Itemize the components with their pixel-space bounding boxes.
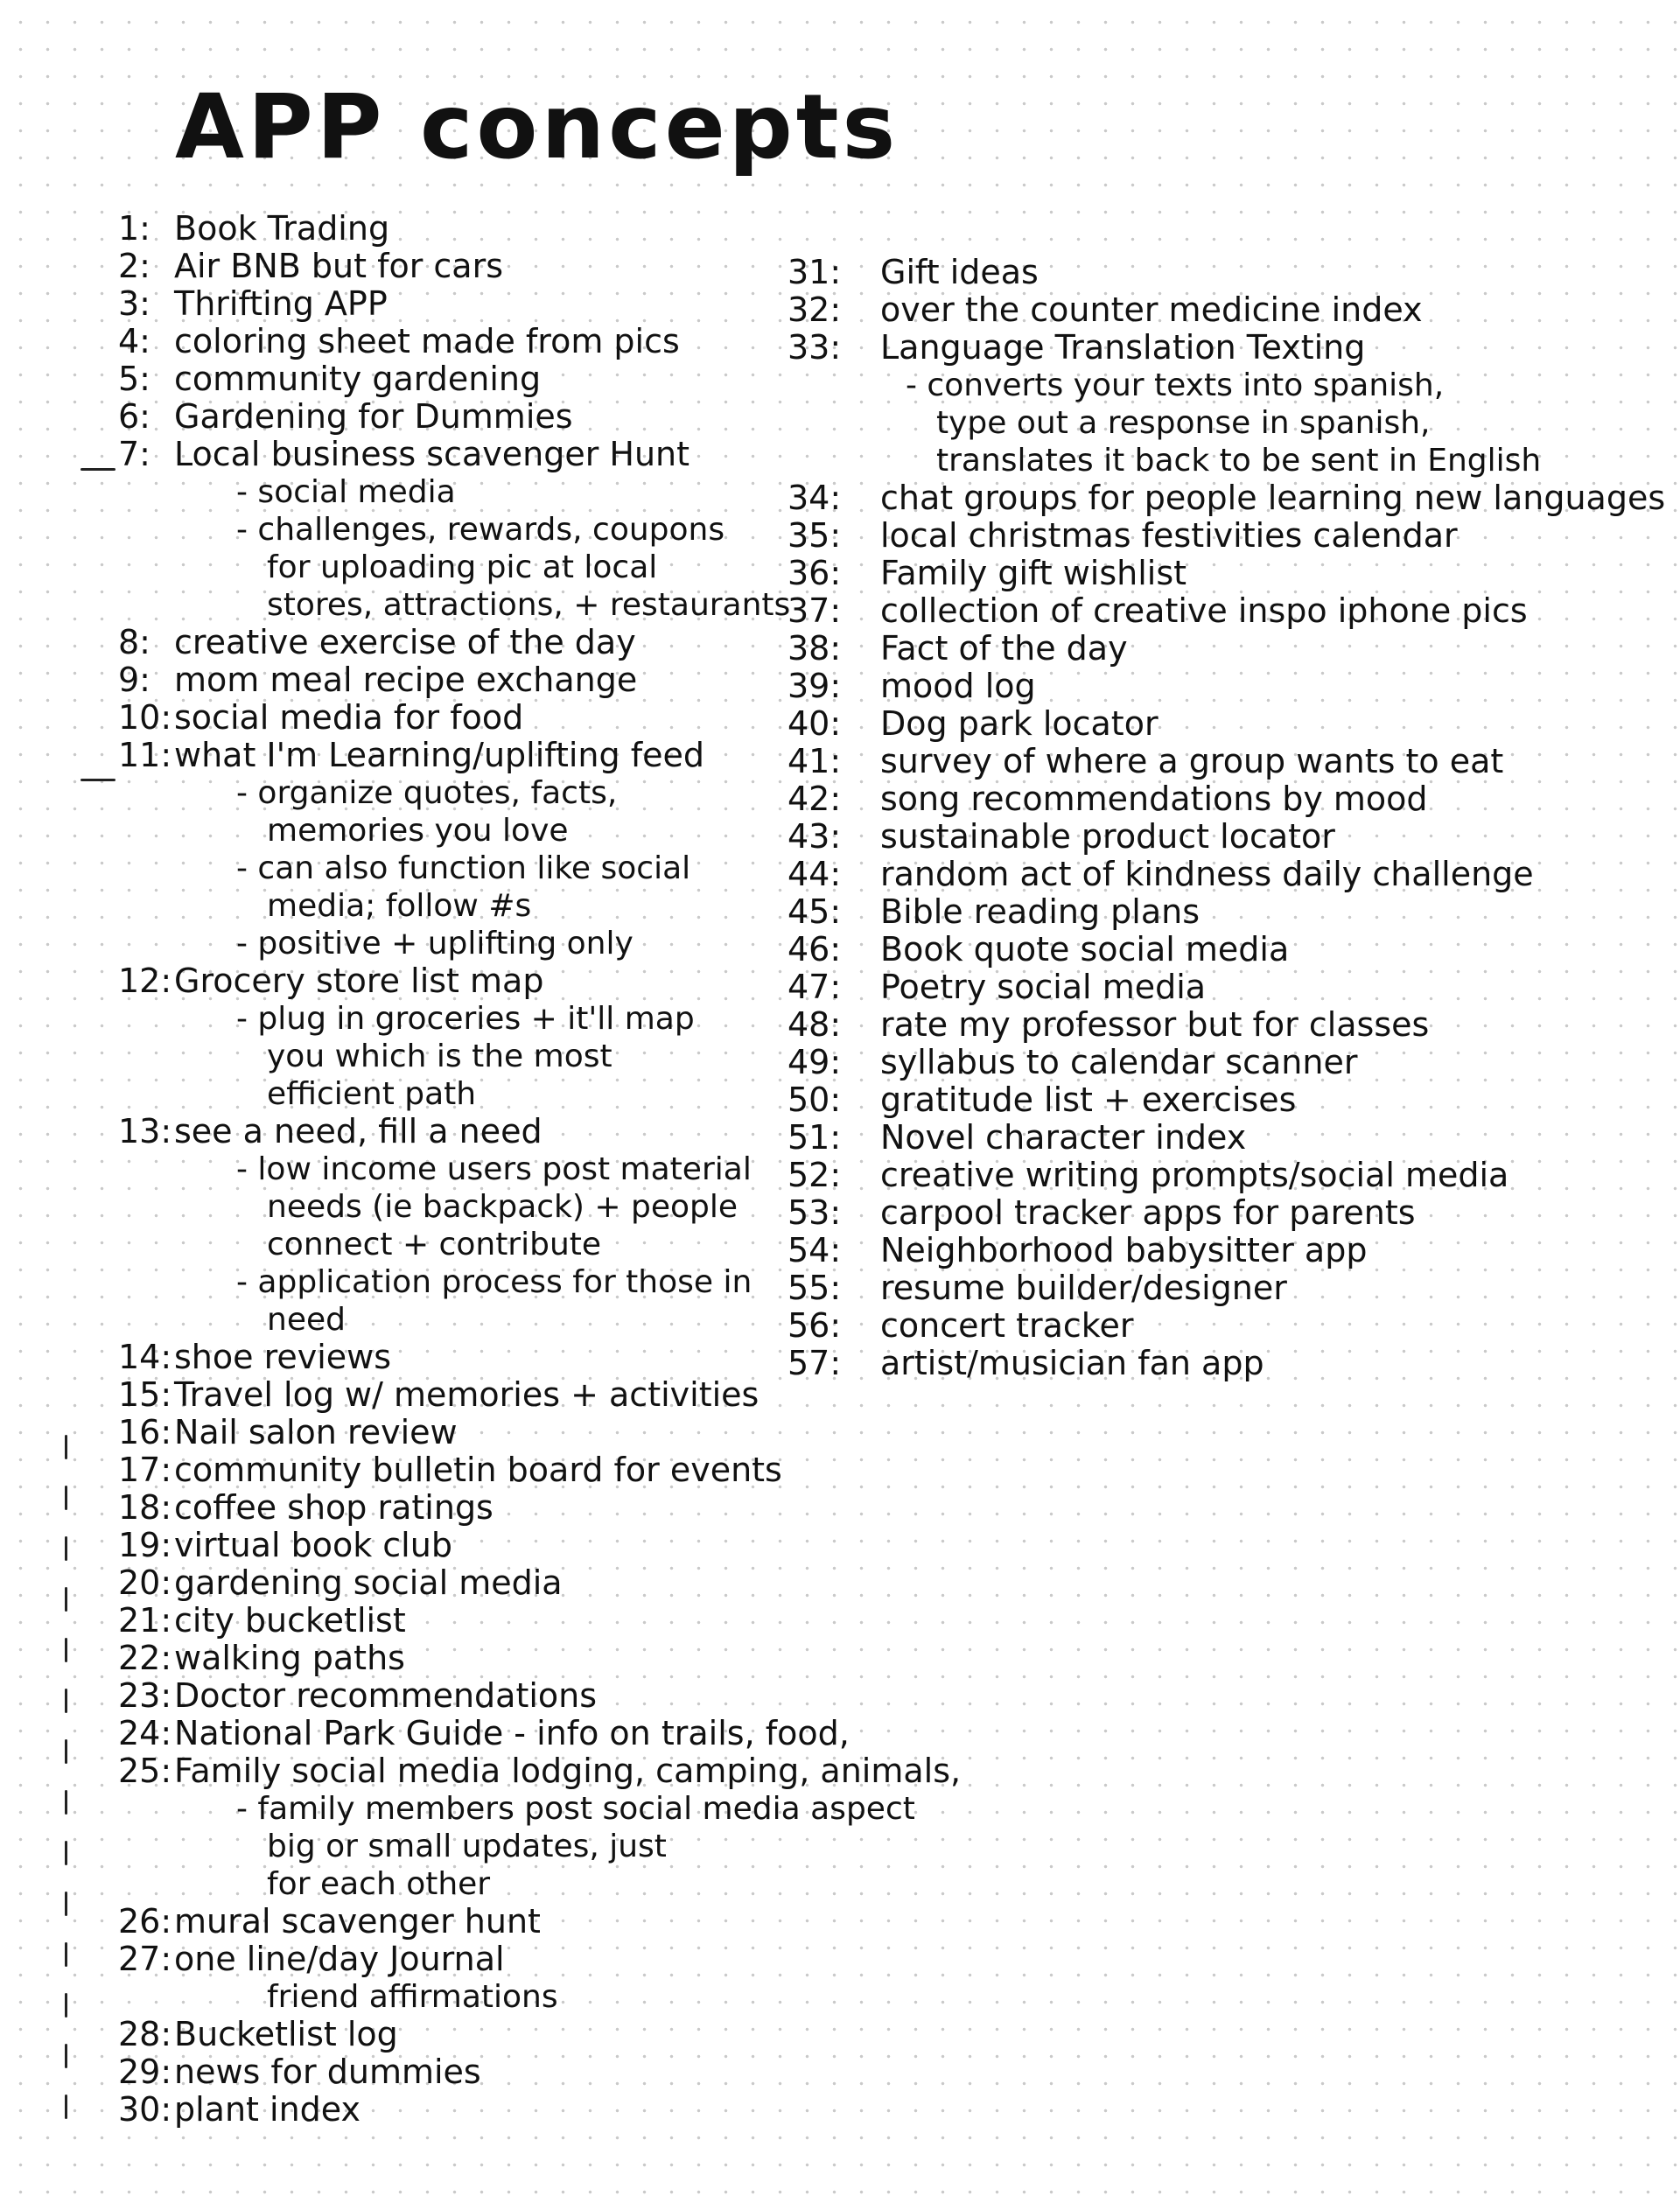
concept-note: [118, 850, 836, 887]
concept-item: [118, 1376, 836, 1414]
concept-note: [118, 473, 836, 511]
item-number: 57:: [788, 1344, 842, 1382]
item-number: 46:: [788, 930, 842, 969]
concept-item: [788, 668, 1662, 705]
concept-note: [118, 925, 836, 962]
concept-note: [118, 1978, 836, 2016]
concept-item: [788, 1081, 1662, 1119]
item-text: coloring sheet made from pics: [174, 322, 680, 360]
item-text: syllabus to calendar scanner: [880, 1043, 1358, 1081]
item-number: 27:: [118, 1940, 172, 1978]
item-text: efficient path: [267, 1076, 477, 1112]
item-text: - family members post social media aspect: [236, 1791, 915, 1827]
item-text: type out a response in spanish,: [936, 405, 1431, 441]
item-text: Poetry social media: [880, 968, 1207, 1006]
item-number: 9:: [118, 661, 150, 699]
item-number: 44:: [788, 855, 842, 893]
item-text: Neighborhood babysitter app: [880, 1231, 1368, 1269]
item-text: mom meal recipe exchange: [174, 661, 638, 699]
item-number: 18:: [118, 1488, 172, 1527]
item-text: city bucketlist: [174, 1601, 406, 1640]
item-text: Local business scavenger Hunt: [174, 435, 690, 473]
item-number: 17:: [118, 1451, 172, 1489]
item-text: Thrifting APP: [174, 284, 388, 323]
item-number: 42:: [788, 780, 842, 818]
item-number: 30:: [118, 2090, 172, 2129]
item-number: 34:: [788, 479, 842, 517]
concept-item: [788, 1307, 1662, 1345]
item-text: - challenges, rewards, coupons: [236, 512, 725, 548]
margin-dash-mark: [80, 779, 116, 781]
item-text: Gardening for Dummies: [174, 397, 573, 436]
item-number: 51:: [788, 1118, 842, 1157]
concept-item: [118, 285, 836, 323]
item-text: Family social media lodging, camping, animals,: [174, 1752, 962, 1790]
concept-item: [788, 1269, 1662, 1307]
item-number: 16:: [118, 1413, 172, 1451]
concept-item: [118, 1451, 836, 1489]
item-text: coffee shop ratings: [174, 1488, 494, 1527]
item-text: creative writing prompts/social media: [880, 1156, 1509, 1194]
concept-item: [788, 592, 1662, 630]
item-number: 38:: [788, 629, 842, 668]
item-text: for uploading pic at local: [267, 549, 658, 585]
item-text: - converts your texts into spanish,: [906, 367, 1445, 403]
item-number: 10:: [118, 698, 172, 737]
item-number: 20:: [118, 1563, 172, 1602]
item-number: 13:: [118, 1112, 172, 1150]
item-text: needs (ie backpack) + people: [267, 1189, 738, 1225]
item-text: - can also function like social: [236, 850, 691, 886]
item-number: 45:: [788, 892, 842, 931]
item-text: - application process for those in: [236, 1264, 752, 1300]
item-text: Family gift wishlist: [880, 554, 1187, 592]
concept-item: [118, 1113, 836, 1150]
item-number: 8:: [118, 623, 150, 661]
concept-item: [788, 780, 1662, 818]
concept-item: [788, 630, 1662, 668]
concept-note: [118, 511, 836, 549]
item-text: for each other: [267, 1866, 491, 1902]
item-number: 53:: [788, 1193, 842, 1232]
right-concept-list: [788, 253, 1666, 1382]
item-number: 52:: [788, 1156, 842, 1194]
item-text: media; follow #s: [267, 888, 532, 924]
margin-mark: [65, 1638, 67, 1662]
concept-note: [118, 1038, 836, 1075]
item-number: 49:: [788, 1043, 842, 1081]
concept-item: [788, 743, 1662, 780]
item-text: - low income users post material: [236, 1151, 752, 1187]
item-number: 33:: [788, 328, 842, 367]
item-number: 2:: [118, 247, 150, 285]
concept-item: [788, 856, 1662, 893]
concept-item: [788, 479, 1666, 517]
concept-item: [118, 210, 836, 248]
concept-item: [118, 398, 836, 436]
item-text: plant index: [174, 2090, 360, 2129]
item-text: sustainable product locator: [880, 817, 1335, 856]
concept-item: [788, 517, 1662, 555]
item-number: 25:: [118, 1752, 172, 1790]
concept-item: [118, 360, 836, 398]
item-text: Book quote social media: [880, 930, 1290, 969]
concept-item: [118, 1527, 836, 1564]
item-text: chat groups for people learning new languages: [880, 479, 1666, 517]
concept-item: [118, 1640, 836, 1677]
item-number: 24:: [118, 1714, 172, 1752]
concept-item: [788, 555, 1662, 592]
concept-item: [788, 818, 1662, 856]
concept-item: [118, 1677, 836, 1715]
concept-note: [118, 1150, 836, 1188]
concept-note: [118, 1790, 915, 1828]
item-number: 21:: [118, 1601, 172, 1640]
item-text: connect + contribute: [267, 1227, 602, 1262]
item-text: community gardening: [174, 360, 542, 398]
item-text: social media for food: [174, 698, 524, 737]
item-number: 3:: [118, 284, 150, 323]
item-text: big or small updates, just: [267, 1829, 667, 1864]
item-text: Air BNB but for cars: [174, 247, 504, 285]
concept-item: [118, 436, 836, 473]
item-text: Doctor recommendations: [174, 1676, 598, 1715]
item-text: Travel log w/ memories + activities: [174, 1375, 760, 1414]
item-text: creative exercise of the day: [174, 623, 636, 661]
item-text: Bible reading plans: [880, 892, 1200, 931]
item-number: 56:: [788, 1306, 842, 1345]
margin-dash-mark: [80, 468, 116, 471]
concept-item: [788, 1006, 1662, 1044]
item-text: memories you love: [267, 813, 569, 849]
margin-mark: [65, 1841, 67, 1865]
concept-item: [788, 291, 1662, 329]
concept-item: [788, 893, 1662, 931]
item-text: stores, attractions, + restaurants: [267, 587, 791, 623]
item-text: song recommendations by mood: [880, 780, 1428, 818]
item-number: 40:: [788, 704, 842, 743]
margin-mark: [65, 1790, 67, 1815]
concept-item: [118, 1414, 836, 1451]
item-number: 12:: [118, 962, 172, 1000]
item-text: resume builder/designer: [880, 1269, 1287, 1307]
item-text: news for dummies: [174, 2053, 481, 2091]
item-text: walking paths: [174, 1639, 405, 1677]
item-text: gratitude list + exercises: [880, 1081, 1297, 1119]
concept-item: [118, 1602, 836, 1640]
concept-item: [118, 1752, 962, 1790]
item-text: Novel character index: [880, 1118, 1247, 1157]
concept-item: [788, 1345, 1662, 1382]
concept-note: [118, 887, 836, 925]
margin-mark: [65, 1993, 67, 2018]
concept-note: [118, 1301, 836, 1339]
concept-note: [788, 442, 1662, 479]
item-number: 43:: [788, 817, 842, 856]
margin-mark: [65, 1689, 67, 1713]
concept-item: [118, 737, 836, 774]
item-text: translates it back to be sent in English: [936, 443, 1542, 479]
item-text: Grocery store list map: [174, 962, 544, 1000]
item-text: Fact of the day: [880, 629, 1128, 668]
item-number: 54:: [788, 1231, 842, 1269]
item-number: 19:: [118, 1526, 172, 1564]
item-text: carpool tracker apps for parents: [880, 1193, 1416, 1232]
item-text: mood log: [880, 667, 1036, 705]
concept-note: [118, 774, 836, 812]
concept-item: [788, 931, 1662, 969]
item-number: 26:: [118, 1902, 172, 1941]
item-text: artist/musician fan app: [880, 1344, 1264, 1382]
concept-note: [118, 812, 836, 850]
concept-note: [788, 404, 1662, 442]
margin-mark: [65, 1892, 67, 1916]
concept-item: [118, 2091, 836, 2129]
item-number: 29:: [118, 2053, 172, 2091]
concept-item: [788, 1194, 1662, 1232]
margin-mark: [65, 2044, 67, 2068]
item-number: 4:: [118, 322, 150, 360]
margin-mark: [65, 1942, 67, 1967]
item-text: what I'm Learning/uplifting feed: [174, 736, 704, 774]
concept-note: [118, 586, 836, 624]
item-number: 11:: [118, 736, 172, 774]
concept-note: [118, 1075, 836, 1113]
concept-item: [118, 1941, 836, 1978]
item-text: gardening social media: [174, 1563, 563, 1602]
concept-item: [118, 1339, 836, 1376]
item-text: Dog park locator: [880, 704, 1158, 743]
item-number: 36:: [788, 554, 842, 592]
item-number: 37:: [788, 591, 842, 630]
item-text: Nail salon review: [174, 1413, 458, 1451]
item-number: 23:: [118, 1676, 172, 1715]
margin-mark: [65, 1536, 67, 1561]
item-text: collection of creative inspo iphone pics: [880, 591, 1528, 630]
item-text: - organize quotes, facts,: [236, 775, 618, 811]
item-text: Book Trading: [174, 209, 390, 248]
item-text: over the counter medicine index: [880, 290, 1423, 329]
item-text: - positive + uplifting only: [236, 926, 634, 962]
item-text: friend affirmations: [267, 1979, 558, 2015]
concept-note: [118, 1828, 836, 1865]
concept-item: [788, 1119, 1662, 1157]
item-number: 22:: [118, 1639, 172, 1677]
concept-note: [118, 1188, 836, 1226]
item-text: rate my professor but for classes: [880, 1005, 1430, 1044]
item-text: one line/day Journal: [174, 1940, 505, 1978]
concept-note: [118, 1865, 836, 1903]
item-text: need: [267, 1302, 346, 1338]
item-text: community bulletin board for events: [174, 1451, 782, 1489]
page-title: APP concepts: [175, 75, 900, 179]
concept-item: [118, 248, 836, 285]
item-number: 6:: [118, 397, 150, 436]
item-number: 28:: [118, 2015, 172, 2053]
margin-tally-marks: [65, 1435, 68, 2145]
margin-mark: [65, 1739, 67, 1764]
concept-item: [788, 1157, 1662, 1194]
concept-note: [118, 549, 836, 586]
margin-mark: [65, 1435, 67, 1459]
item-number: 31:: [788, 253, 842, 291]
item-number: 50:: [788, 1081, 842, 1119]
margin-mark: [65, 1587, 67, 1612]
margin-mark: [65, 1486, 67, 1510]
concept-item: [118, 962, 836, 1000]
item-text: local christmas festivities calendar: [880, 516, 1458, 555]
item-number: 39:: [788, 667, 842, 705]
item-number: 47:: [788, 968, 842, 1006]
item-text: - plug in groceries + it'll map: [236, 1001, 695, 1037]
item-text: - social media: [236, 474, 456, 510]
concept-item: [118, 624, 836, 661]
item-text: Bucketlist log: [174, 2015, 398, 2053]
item-text: Language Translation Texting: [880, 328, 1366, 367]
item-text: see a need, fill a need: [174, 1112, 542, 1150]
margin-mark: [65, 2095, 67, 2119]
concept-item: [118, 323, 836, 360]
item-number: 35:: [788, 516, 842, 555]
item-text: survey of where a group wants to eat: [880, 742, 1504, 780]
concept-item: [118, 661, 836, 699]
item-number: 32:: [788, 290, 842, 329]
concept-note: [118, 1000, 836, 1038]
item-number: 1:: [118, 209, 150, 248]
item-text: concert tracker: [880, 1306, 1134, 1345]
item-text: shoe reviews: [174, 1338, 392, 1376]
concept-item: [118, 699, 836, 737]
concept-note: [118, 1263, 836, 1301]
concept-item: [788, 254, 1662, 291]
item-number: 7:: [118, 435, 150, 473]
concept-item: [118, 1714, 850, 1752]
item-text: virtual book club: [174, 1526, 452, 1564]
item-text: Gift ideas: [880, 253, 1039, 291]
item-number: 14:: [118, 1338, 172, 1376]
concept-item: [118, 1564, 836, 1602]
concept-item: [118, 2016, 836, 2053]
item-text: National Park Guide - info on trails, food,: [174, 1714, 850, 1752]
concept-item: [118, 2053, 836, 2091]
item-text: you which is the most: [267, 1039, 612, 1074]
concept-item: [788, 1232, 1662, 1269]
concept-item: [788, 329, 1662, 367]
item-number: 41:: [788, 742, 842, 780]
concept-item: [788, 705, 1662, 743]
item-text: random act of kindness daily challenge: [880, 855, 1534, 893]
item-number: 5:: [118, 360, 150, 398]
concept-item: [118, 1489, 836, 1527]
concept-note: [118, 1226, 836, 1263]
concept-item: [118, 1903, 836, 1941]
concept-note: [788, 367, 1662, 404]
item-number: 15:: [118, 1375, 172, 1414]
concept-item: [788, 969, 1662, 1006]
item-number: 55:: [788, 1269, 842, 1307]
item-text: mural scavenger hunt: [174, 1902, 541, 1941]
item-number: 48:: [788, 1005, 842, 1044]
concept-item: [788, 1044, 1662, 1081]
